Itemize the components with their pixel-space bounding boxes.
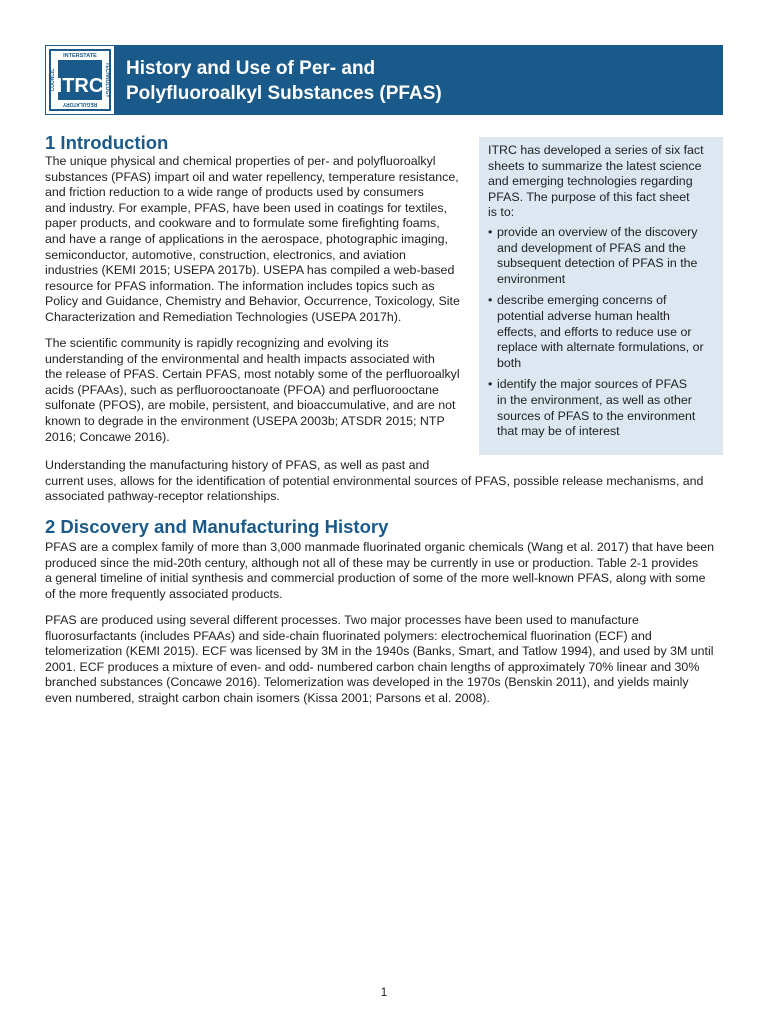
itrc-logo-graphic (46, 46, 114, 114)
text-line: 2016; Concawe 2016). (45, 429, 170, 444)
title-line: Polyfluoroalkyl Substances (PFAS) (126, 83, 442, 104)
intro-paragraph-1 (45, 154, 460, 326)
sidebar-bullet (488, 293, 704, 371)
text-line: Understanding the manufacturing history of PFAS, as well as past and (45, 458, 430, 472)
text-line: effects, and efforts to reduce use or (497, 324, 692, 339)
text-line: and friction reduction to a wide range of products used by consumers (45, 185, 424, 200)
text-line: PFAS are produced using several different processes. Two major processes have been used to manufacture (45, 613, 639, 627)
text-line: even numbered, straight carbon chain isomers (Kissa 2001; Parsons et al. 2008). (45, 690, 490, 705)
text-line: that may be of interest (497, 424, 620, 439)
text-line: Characterization and Remediation Technologies (USEPA 2017h). (45, 309, 402, 324)
title-line: History and Use of Per- and (126, 58, 376, 79)
logo-bottom-text: REGULATORY (62, 101, 98, 107)
text-line: describe emerging concerns of (497, 293, 667, 308)
text-line: of the more frequently associated products. (45, 586, 283, 601)
section-2-heading: 2 Discovery and Manufacturing History (45, 516, 389, 537)
text-line: subsequent detection of PFAS in the (497, 256, 698, 271)
text-line: PFAS are a complex family of more than 3,000 manmade fluorinated organic chemicals (Wang et al. 2017) that have been (45, 540, 714, 554)
text-line: environment (497, 271, 566, 286)
text-line: fluorosurfactants (includes PFAAs) and side-chain fluorinated polymers: electrochemical fluorination (ECF) and (45, 628, 652, 643)
section-1-heading: 1 Introduction (45, 132, 169, 153)
bullet-icon: • (488, 293, 493, 308)
text-line: associated pathway-receptor relationships. (45, 489, 280, 504)
text-line: and development of PFAS and the (497, 240, 686, 255)
text-line: The unique physical and chemical properties of per- and polyfluoroalkyl (45, 154, 436, 168)
text-line: semiconductor, automotive, construction, electronics, and aviation (45, 247, 406, 262)
sidebar-bullet (488, 377, 704, 439)
text-line: sources of PFAS to the environment (497, 408, 696, 423)
text-line: branched substances (Concawe 2016). Telomerization was developed in the 1970s (Benskin 2011), and yields mainly (45, 675, 689, 690)
text-line: potential adverse human health (497, 308, 670, 323)
logo-top-text: INTERSTATE (63, 53, 97, 59)
text-line: replace with alternate formulations, or (497, 340, 704, 355)
logo-left-text: COUNCIL (50, 68, 56, 92)
history-paragraph-2 (45, 613, 714, 707)
itrc-logo (45, 45, 115, 115)
text-line: sheets to summarize the latest science (488, 158, 702, 173)
text-line: produced since the mid-20th century, although not all of these may be currently in use or production. Table 2-1 provides (45, 555, 699, 570)
bullet-icon: • (488, 377, 493, 392)
text-line: industries (KEMI 2015; USEPA 2017b). USEPA has compiled a web-based (45, 263, 455, 278)
text-line: is to: (488, 205, 515, 220)
header-banner (45, 45, 723, 115)
text-line: acids (PFAAs), such as perfluorooctanoate (PFOA) and perfluorooctane (45, 382, 439, 397)
text-line: provide an overview of the discovery (497, 225, 698, 239)
text-line: the release of PFAS. Certain PFAS, most notably some of the perfluoroalkyl (45, 367, 460, 382)
intro-paragraph-3 (45, 458, 703, 505)
sidebar-bullet-list (488, 225, 704, 446)
text-line: The scientific community is rapidly recognizing and evolving its (45, 336, 389, 350)
text-line: 2001. ECF produces a mixture of even- and odd- numbered carbon chain lengths of approximately 70% linear and 30% (45, 659, 700, 674)
page-number: 1 (380, 985, 388, 999)
logo-wordmark: ITRC (56, 75, 104, 97)
text-line: and industry. For example, PFAS, have been used in coatings for textiles, (45, 200, 447, 215)
text-line: current uses, allows for the identification of potential environmental sources of PFAS, possible release mechanisms, and (45, 473, 704, 488)
history-paragraph-1 (45, 540, 714, 602)
text-line: a general timeline of initial synthesis and commercial production of some of the more well-known PFAS, along with some (45, 571, 706, 586)
text-line: in the environment, as well as other (497, 392, 692, 407)
text-line: known to degrade in the environment (USEPA 2003b; ATSDR 2015; NTP (45, 413, 445, 428)
text-line: and emerging technologies regarding (488, 174, 693, 189)
document-title (126, 56, 442, 106)
text-line: paper products, and cookware and to formulate some firefighting foams, (45, 216, 440, 231)
text-line: ITRC has developed a series of six fact (488, 143, 704, 157)
text-line: Policy and Guidance, Chemistry and Behavior, Occurrence, Toxicology, Site (45, 294, 460, 309)
intro-paragraph-2 (45, 336, 460, 445)
fact-sheet-sidebar (479, 137, 723, 455)
text-line: telomerization (KEMI 2015). ECF was licensed by 3M in the 1940s (Banks, Smart, and Tatlow 1994), and used by 3M until (45, 644, 714, 659)
text-line: identify the major sources of PFAS (497, 377, 688, 392)
text-line: and have a range of applications in the aerospace, photographic imaging, (45, 231, 448, 246)
text-line: PFAS. The purpose of this fact sheet (488, 189, 690, 204)
text-line: substances (PFAS) impart oil and water repellency, temperature resistance, (45, 169, 459, 184)
sidebar-bullet (488, 225, 704, 287)
logo-right-text: TECHNOLOGY (104, 62, 110, 98)
text-line: understanding of the environmental and health impacts associated with (45, 351, 435, 366)
text-line: sulfonate (PFOS), are mobile, persistent, and bioaccumulative, and are not (45, 398, 456, 413)
text-line: both (497, 355, 522, 370)
text-line: resource for PFAS information. The information includes topics such as (45, 278, 435, 293)
bullet-icon: • (488, 225, 493, 239)
sidebar-intro (488, 143, 704, 221)
